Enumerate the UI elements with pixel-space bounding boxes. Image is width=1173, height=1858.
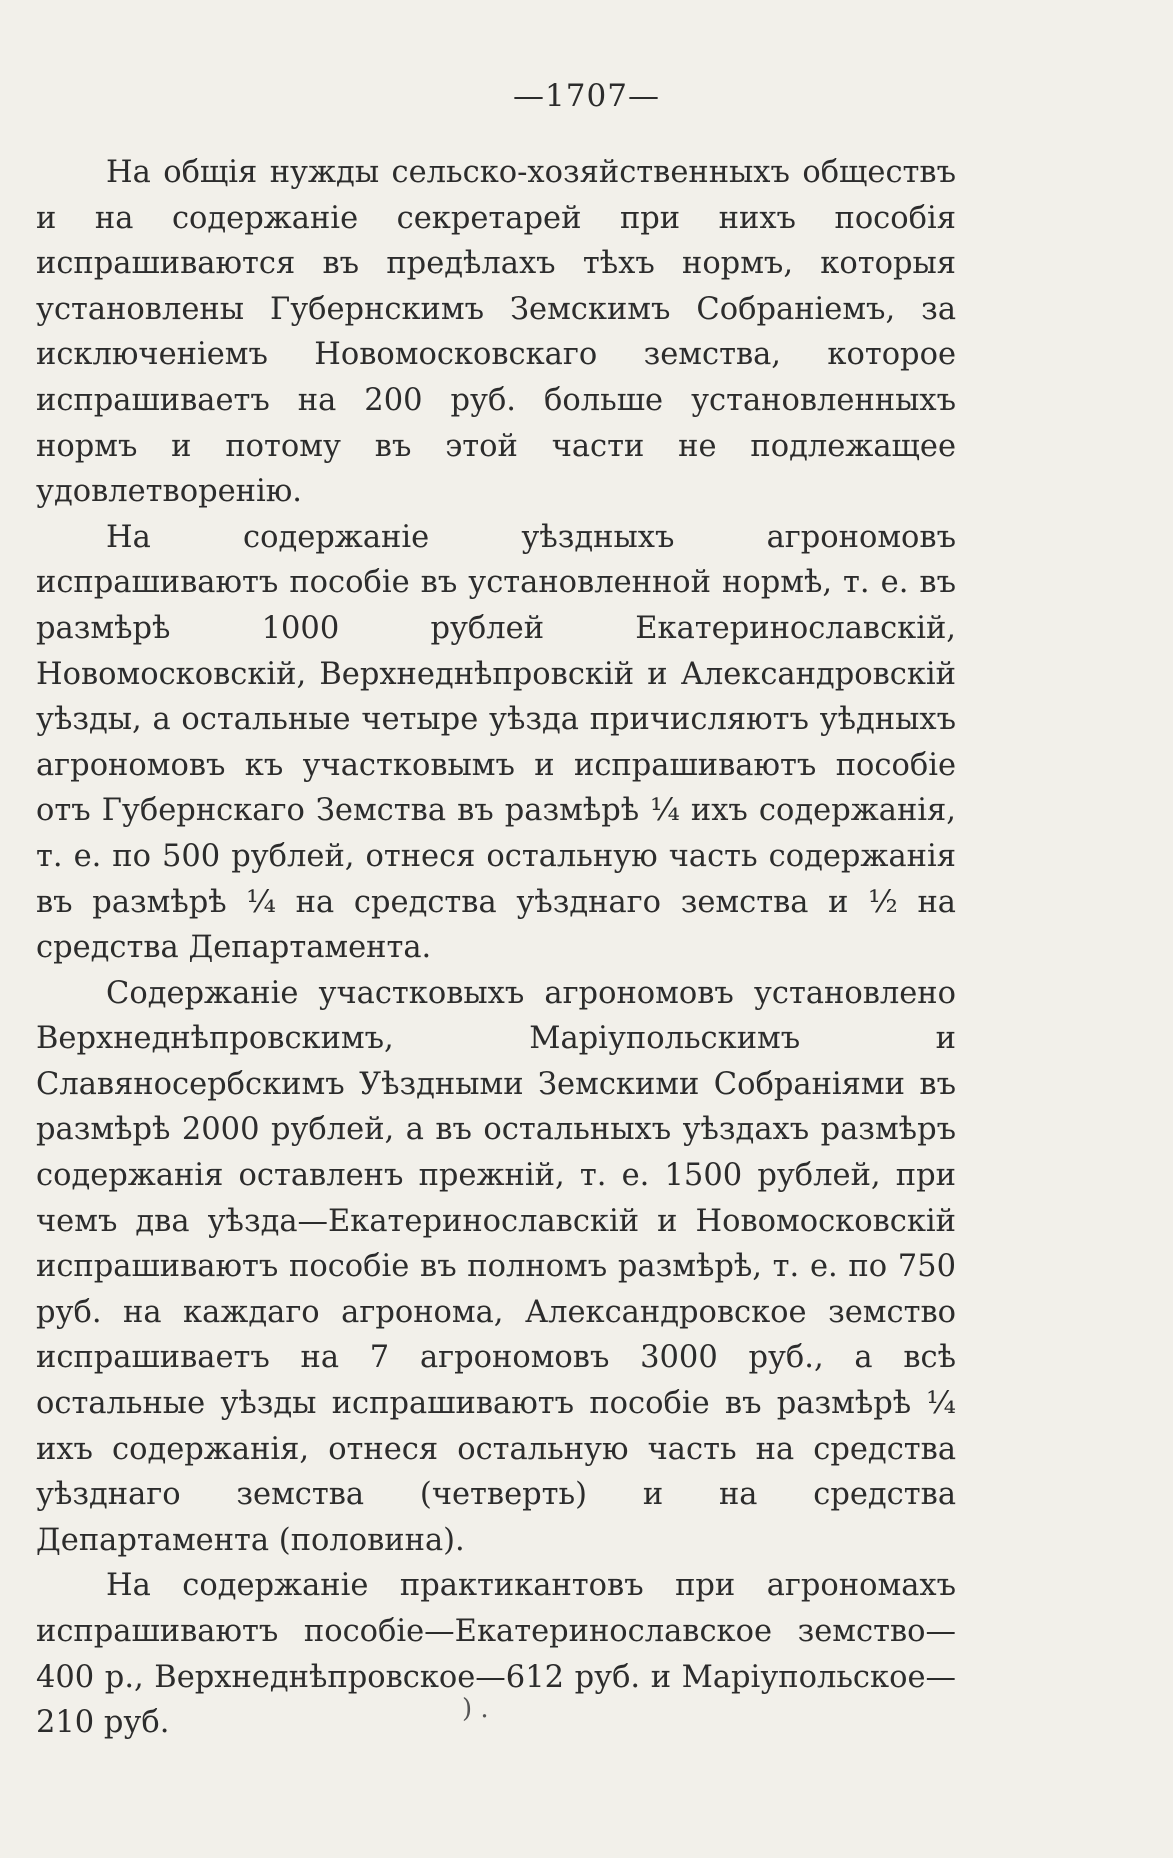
paragraph-section-agronomists: Содержаніе участковыхъ агрономовъ установлено Верхнеднѣпровскимъ, Маріупольскимъ и Славяносербскимъ Уѣздными Земскими Собраніями въ размѣрѣ 2000 рублей, а въ остальныхъ уѣздахъ размѣръ содержанія оставленъ прежній, т. е. 1500 рублей, при чемъ два уѣзда—Екатеринославскій и Новомосковскій испрашиваютъ пособіе въ полномъ размѣрѣ, т. е. по 750 руб. на каждаго агронома, Александровское земство испрашиваетъ на 7 агрономовъ 3000 руб., а всѣ остальные уѣзды испрашиваютъ пособіе въ размѣрѣ ¼ ихъ содержанія, отнеся остальную часть на средства уѣзднаго земства (четверть) и на средства Департамента (половина). [36, 975, 956, 1558]
paragraph-trainees: На содержаніе практикантовъ при агрономахъ испрашиваютъ пособіе—Екатеринославское земство—400 р., Верхнеднѣпровское—612 руб. и Маріупольское—210 руб. [36, 1568, 956, 1741]
body-text [36, 150, 956, 1746]
paragraph-general-needs: На общія нужды сельско-хозяйственныхъ обществъ и на содержаніе секретарей при нихъ пособія испрашиваются въ предѣлахъ тѣхъ нормъ, которыя установлены Губернскимъ Земскимъ Собраніемъ, за исключеніемъ Новомосковскаго земства, которое испрашиваетъ на 200 руб. больше установленныхъ нормъ и потому въ этой части не подлежащее удовлетворенію. [36, 155, 956, 510]
page-number: —1707— [513, 78, 660, 114]
paragraph-district-agronomists: На содержаніе уѣздныхъ агрономовъ испрашиваютъ пособіе въ установленной нормѣ, т. е. въ размѣрѣ 1000 рублей Екатеринославскій, Новомосковскій, Верхнеднѣпровскій и Александровскій уѣзды, а остальные четыре уѣзда причисляютъ уѣдныхъ агрономовъ къ участковымъ и испрашиваютъ пособіе отъ Губернскаго Земства въ размѣрѣ ¼ ихъ содержанія, т. е. по 500 рублей, отнеся остальную часть содержанія въ размѣрѣ ¼ на средства уѣзднаго земства и ½ на средства Департамента. [36, 519, 956, 966]
footer-mark: ) . [462, 1694, 489, 1724]
